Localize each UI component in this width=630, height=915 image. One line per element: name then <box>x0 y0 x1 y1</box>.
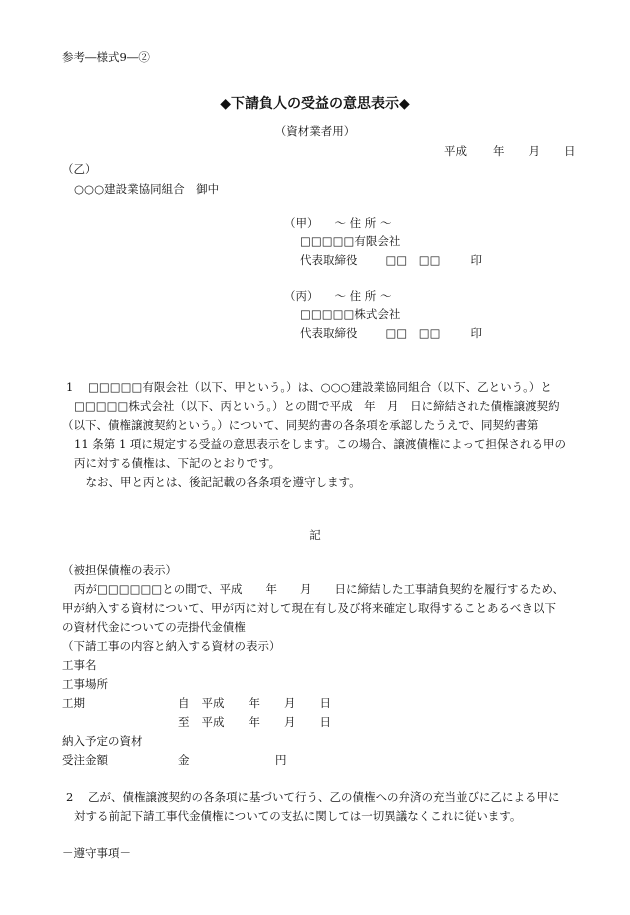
period-day: 日 <box>319 715 331 729</box>
party-c-label: （丙） <box>284 289 319 303</box>
to-marker: 至 <box>178 715 190 729</box>
work-place-label: 工事場所 <box>62 677 108 691</box>
period-year: 年 <box>248 715 260 729</box>
from-marker: 自 <box>178 696 190 710</box>
compliance-heading: －遵守事項－ <box>62 846 131 860</box>
work-heading: （下請工事の内容と納入する資材の表示） <box>62 639 281 653</box>
addressee-name: ○○○建設業協同組合 御中 <box>74 182 220 196</box>
date-month: 月 <box>528 144 540 158</box>
period-year: 年 <box>248 696 260 710</box>
period-era: 平成 <box>201 715 225 729</box>
work-period-to <box>178 715 331 730</box>
secured-claim-line: の資材代金についての売掛代金債権 <box>62 620 246 634</box>
document-title: ◆下請負人の受益の意思表示◆ <box>220 96 410 112</box>
date-day: 日 <box>564 144 576 158</box>
clause-2-line: 対する前記下請工事代金債権についての支払に関しては一切異議なくこれに従います。 <box>74 809 522 823</box>
date-year: 年 <box>493 144 505 158</box>
period-era: 平成 <box>201 696 225 710</box>
party-a-seal: 印 <box>470 253 482 267</box>
document-subtitle: （資材業者用） <box>274 124 356 138</box>
clause-1-line: □□□□□有限会社（以下、甲という。）は、○○○建設業協同組合（以下、乙という。）と <box>88 380 552 394</box>
amount-label: 受注金額 <box>62 753 108 767</box>
date-era: 平成 <box>444 144 467 158</box>
party-a-rep-title: 代表取締役 <box>300 253 358 267</box>
materials-label: 納入予定の資材 <box>62 734 143 748</box>
clause-2-number: 2 <box>66 790 74 804</box>
date-line <box>444 144 576 159</box>
party-c-block <box>284 289 391 304</box>
addressee-label: （乙） <box>62 162 97 176</box>
work-period-from <box>178 696 331 711</box>
form-reference: 参考―様式9―② <box>62 50 150 64</box>
period-month: 月 <box>284 715 296 729</box>
period-day: 日 <box>319 696 331 710</box>
amount-kin: 金 <box>178 753 190 767</box>
party-c-rep <box>300 326 482 341</box>
party-a-address: ～ 住 所 ～ <box>334 216 392 230</box>
party-c-seal: 印 <box>470 326 482 340</box>
clause-1-line: 丙に対する債権は、下記のとおりです。 <box>74 456 281 470</box>
secured-claim-line: 甲が納入する資材について、甲が丙に対して現在有し及び将来確定し取得することあるべき以下 <box>62 601 557 615</box>
work-period-label: 工期 <box>62 696 85 710</box>
party-a-rep <box>300 253 482 268</box>
clause-1-line: □□□□□株式会社（以下、丙という。）との間で平成 年 月 日に締結された債権譲渡契約 <box>74 399 560 413</box>
amount-yen: 円 <box>275 753 287 767</box>
clause-1-line: 11 条第 1 項に規定する受益の意思表示をします。この場合、譲渡債権によって担保される甲の <box>74 437 566 451</box>
period-month: 月 <box>284 696 296 710</box>
party-c-company: □□□□□株式会社 <box>300 307 401 321</box>
party-a-company: □□□□□有限会社 <box>300 234 401 248</box>
ki-heading: 記 <box>309 528 321 542</box>
work-name-label: 工事名 <box>62 658 97 672</box>
clause-1-line: なお、甲と丙とは、後記記載の各条項を遵守します。 <box>74 475 361 489</box>
party-a-label: （甲） <box>284 216 319 230</box>
secured-claim-heading: （被担保債権の表示） <box>62 563 177 577</box>
party-c-rep-title: 代表取締役 <box>300 326 358 340</box>
party-a-block <box>284 216 391 231</box>
party-c-address: ～ 住 所 ～ <box>334 289 392 303</box>
clause-1-line: （以下、債権譲渡契約という。）について、同契約書の各条項を承認したうえで、同契約書第 <box>62 418 539 432</box>
clause-1-number: 1 <box>66 380 74 394</box>
secured-claim-line: 丙が□□□□□□との間で、平成 年 月 日に締結した工事請負契約を履行するため、 <box>74 582 564 596</box>
clause-2-line: 乙が、債権譲渡契約の各条項に基づいて行う、乙の債権への弁済の充当並びに乙による甲に <box>88 790 560 804</box>
party-a-rep-name: □□ □□ <box>385 253 441 267</box>
party-c-rep-name: □□ □□ <box>385 326 441 340</box>
